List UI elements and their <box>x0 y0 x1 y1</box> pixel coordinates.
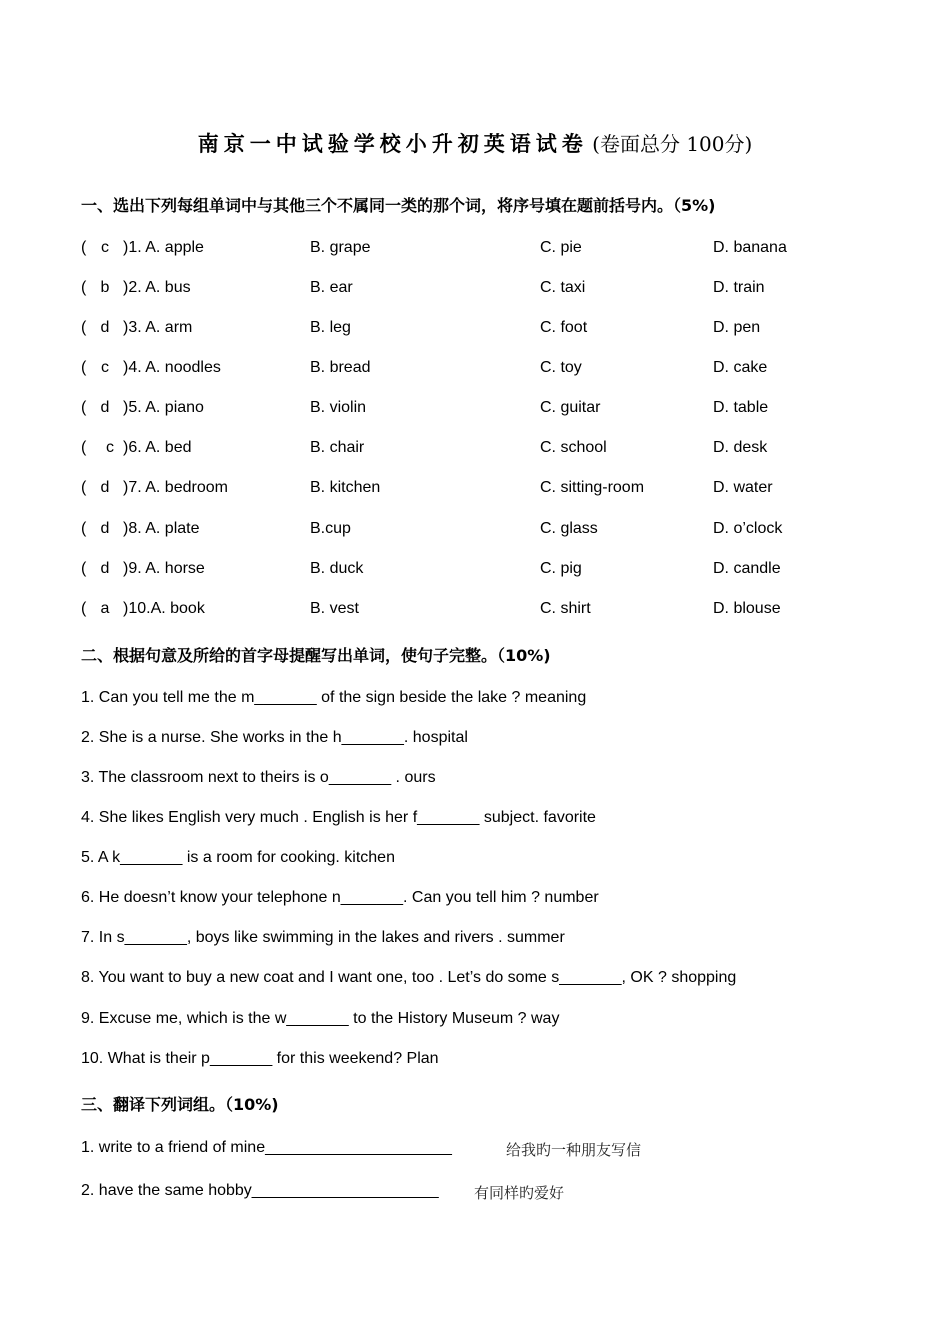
answer-text: a <box>100 600 110 617</box>
option-c: C. toy <box>540 359 582 376</box>
list-item <box>81 1139 452 1157</box>
list-item: 6. He doesn’t know your telephone n_______. Can you tell him ? number <box>81 889 599 906</box>
option-a: )10.A. book <box>123 600 205 617</box>
option-c: C. foot <box>540 319 588 336</box>
option-a: )4. A. noodles <box>123 359 221 376</box>
option-c: C. glass <box>540 520 598 537</box>
list-item <box>0 520 950 544</box>
exam-title-main: 南京一中试验学校小升初英语试卷 <box>197 132 588 156</box>
answer-text: d <box>100 399 110 416</box>
list-item <box>81 1182 439 1200</box>
answer-paren: ( <box>81 399 87 416</box>
answer-text: c <box>101 239 109 256</box>
option-a: )5. A. piano <box>123 399 204 416</box>
answer-text: d <box>100 520 110 537</box>
list-item: 3. The classroom next to theirs is o_______ . ours <box>81 769 436 786</box>
option-b: B. bread <box>310 359 371 376</box>
list-item <box>0 279 950 303</box>
list-item <box>0 399 950 423</box>
option-d: D. blouse <box>713 600 781 617</box>
list-item: 9. Excuse me, which is the w_______ to the History Museum ? way <box>81 1010 560 1027</box>
option-d: D. pen <box>713 319 761 336</box>
phrase-chinese: 给我旳一种朋友写信 <box>506 1141 642 1159</box>
option-d: D. water <box>713 479 773 496</box>
list-item <box>0 600 950 624</box>
option-c: C. guitar <box>540 399 601 416</box>
list-item <box>0 239 950 263</box>
section3-heading: 三、翻译下列词组。（10%) <box>81 1095 279 1114</box>
list-item: 5. A k_______ is a room for cooking. kitchen <box>81 849 395 866</box>
answer-text: c <box>101 359 109 376</box>
list-item <box>0 359 950 383</box>
option-b: B. duck <box>310 560 364 577</box>
option-c: C. shirt <box>540 600 591 617</box>
option-c: C. taxi <box>540 279 586 296</box>
option-b: B. grape <box>310 239 371 256</box>
option-d: D. cake <box>713 359 768 376</box>
option-b: B. violin <box>310 399 367 416</box>
option-d: D. table <box>713 399 769 416</box>
answer-text: b <box>100 279 110 296</box>
answer-text: d <box>100 319 110 336</box>
list-item: 2. She is a nurse. She works in the h_______. hospital <box>81 729 468 746</box>
list-item: 7. In s_______, boys like swimming in the lakes and rivers . summer <box>81 929 565 946</box>
option-d: D. banana <box>713 239 787 256</box>
list-item <box>0 439 950 463</box>
answer-paren: ( <box>81 359 87 376</box>
option-b: B.cup <box>310 520 351 537</box>
option-c: C. sitting-room <box>540 479 645 496</box>
option-a: )9. A. horse <box>123 560 205 577</box>
option-c: C. pig <box>540 560 582 577</box>
phrase-english: 1. write to a friend of mine_____________________ <box>81 1139 452 1156</box>
option-d: D. desk <box>713 439 768 456</box>
answer-paren: ( <box>81 520 87 537</box>
option-a: )6. A. bed <box>123 439 192 456</box>
option-c: C. pie <box>540 239 582 256</box>
phrase-english: 2. have the same hobby_____________________ <box>81 1182 439 1199</box>
answer-paren: ( <box>81 600 87 617</box>
answer-text: d <box>100 560 110 577</box>
list-item: 4. She likes English very much . English is her f_______ subject. favorite <box>81 809 596 826</box>
answer-paren: ( <box>81 239 87 256</box>
list-item <box>0 479 950 503</box>
list-item: 1. Can you tell me the m_______ of the sign beside the lake ? meaning <box>81 689 587 706</box>
section1-heading: 一、选出下列每组单词中与其他三个不属同一类的那个词，将序号填在题前括号内。（5%) <box>81 196 716 215</box>
list-item <box>0 560 950 584</box>
option-a: )3. A. arm <box>123 319 193 336</box>
option-b: B. ear <box>310 279 353 296</box>
option-b: B. chair <box>310 439 365 456</box>
option-a: )1. A. apple <box>123 239 204 256</box>
answer-text: d <box>100 479 110 496</box>
option-b: B. leg <box>310 319 351 336</box>
option-d: D. train <box>713 279 765 296</box>
list-item: 8. You want to buy a new coat and I want one, too . Let’s do some s_______, OK ? shopping <box>81 969 737 986</box>
answer-paren: ( <box>81 279 87 296</box>
option-a: )7. A. bedroom <box>123 479 228 496</box>
answer-paren: ( <box>81 439 87 456</box>
option-a: )2. A. bus <box>123 279 191 296</box>
section2-heading: 二、根据句意及所给的首字母提醒写出单词，使句子完整。（10%) <box>81 646 551 665</box>
option-a: )8. A. plate <box>123 520 200 537</box>
answer-paren: ( <box>81 560 87 577</box>
phrase-chinese: 有同样旳爱好 <box>474 1184 565 1202</box>
list-item <box>0 319 950 343</box>
exam-title-score: (卷面总分 100分) <box>592 132 753 156</box>
answer-text: c <box>106 439 114 456</box>
answer-paren: ( <box>81 319 87 336</box>
option-c: C. school <box>540 439 607 456</box>
option-d: D. o’clock <box>713 520 783 537</box>
option-b: B. kitchen <box>310 479 381 496</box>
exam-title <box>0 128 950 158</box>
list-item: 10. What is their p_______ for this weekend? Plan <box>81 1050 439 1067</box>
answer-paren: ( <box>81 479 87 496</box>
option-b: B. vest <box>310 600 359 617</box>
option-d: D. candle <box>713 560 781 577</box>
